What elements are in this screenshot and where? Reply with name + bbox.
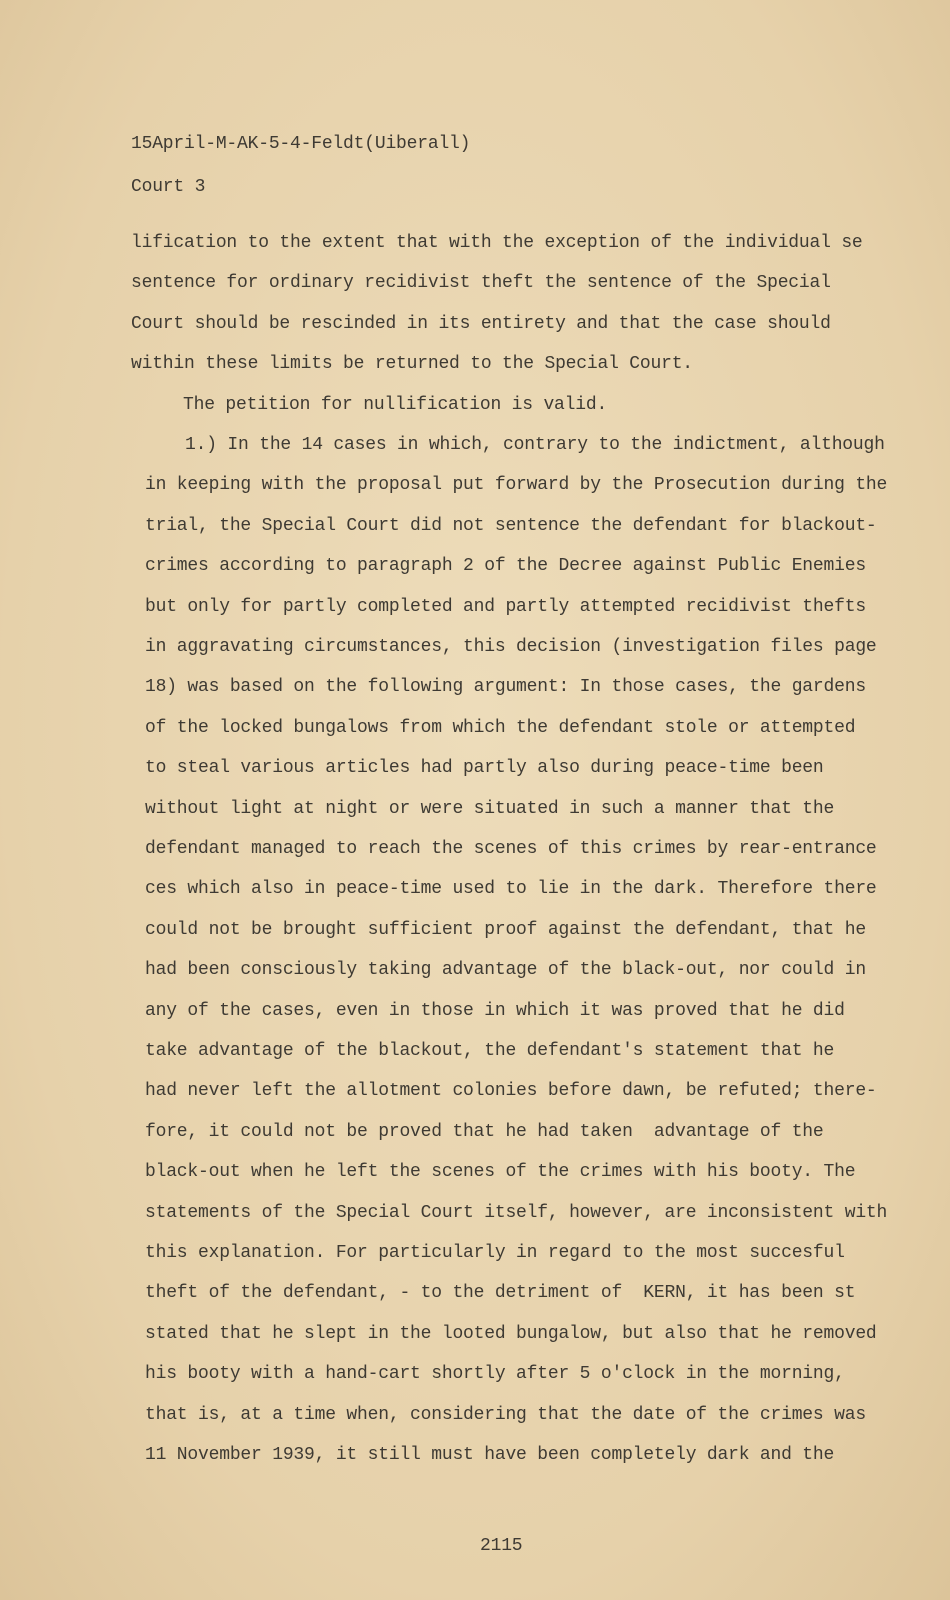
body-line: black-out when he left the scenes of the crimes with his booty. The xyxy=(145,1162,856,1183)
body-line: theft of the defendant, - to the detriment of KERN, it has been st xyxy=(145,1283,856,1304)
body-line: to steal various articles had partly also during peace-time been xyxy=(145,758,824,779)
body-line: could not be brought sufficient proof against the defendant, that he xyxy=(145,919,866,940)
body-line: this explanation. For particularly in regard to the most succesful xyxy=(145,1243,845,1263)
body-line: crimes according to paragraph 2 of the Decree against Public Enemies xyxy=(145,556,866,577)
body-line: defendant managed to reach the scenes of this crimes by rear-entrance xyxy=(145,839,877,859)
body-line: ces which also in peace-time used to lie in the dark. Therefore there xyxy=(145,879,877,900)
body-line: stated that he slept in the looted bungalow, but also that he removed xyxy=(145,1323,877,1344)
body-line: 11 November 1939, it still must have been completely dark and the xyxy=(145,1445,835,1465)
body-line: take advantage of the blackout, the defendant's statement that he xyxy=(145,1041,835,1061)
body-line: fore, it could not be proved that he had taken advantage of the xyxy=(145,1121,824,1142)
body-line: trial, the Special Court did not sentence the defendant for blackout- xyxy=(145,515,877,536)
body-line: lification to the extent that with the exception of the individual se xyxy=(131,233,863,253)
court-label: Court 3 xyxy=(131,177,206,197)
body-line: had been consciously taking advantage of the black-out, nor could in xyxy=(145,960,866,981)
body-line: within these limits be returned to the Special Court. xyxy=(131,354,693,375)
body-line: any of the cases, even in those in which it was proved that he did xyxy=(145,1000,845,1021)
body-line: had never left the allotment colonies before dawn, be refuted; there- xyxy=(145,1081,877,1102)
body-line: of the locked bungalows from which the defendant stole or attempted xyxy=(145,717,856,738)
body-line: but only for partly completed and partly attempted recidivist thefts xyxy=(145,596,866,617)
page-number: 2115 xyxy=(480,1536,523,1556)
body-line: 18) was based on the following argument: In those cases, the gardens xyxy=(145,677,866,698)
body-line: Court should be rescinded in its entirety and that the case should xyxy=(131,313,831,334)
body-line: statements of the Special Court itself, however, are inconsistent with xyxy=(145,1202,888,1223)
body-line: 1.) In the 14 cases in which, contrary to the indictment, although xyxy=(185,435,885,455)
body-line: his booty with a hand-cart shortly after 5 o'clock in the morning, xyxy=(145,1364,845,1385)
body-line: in aggravating circumstances, this decision (investigation files page xyxy=(145,637,877,657)
body-line: sentence for ordinary recidivist theft the sentence of the Special xyxy=(131,273,831,294)
document-reference: 15April-M-AK-5-4-Feldt(Uiberall) xyxy=(131,134,471,154)
body-line: that is, at a time when, considering that the date of the crimes was xyxy=(145,1404,866,1425)
body-line: The petition for nullification is valid. xyxy=(183,394,608,415)
body-line: in keeping with the proposal put forward by the Prosecution during the xyxy=(145,475,888,496)
body-line: without light at night or were situated in such a manner that the xyxy=(145,798,835,819)
